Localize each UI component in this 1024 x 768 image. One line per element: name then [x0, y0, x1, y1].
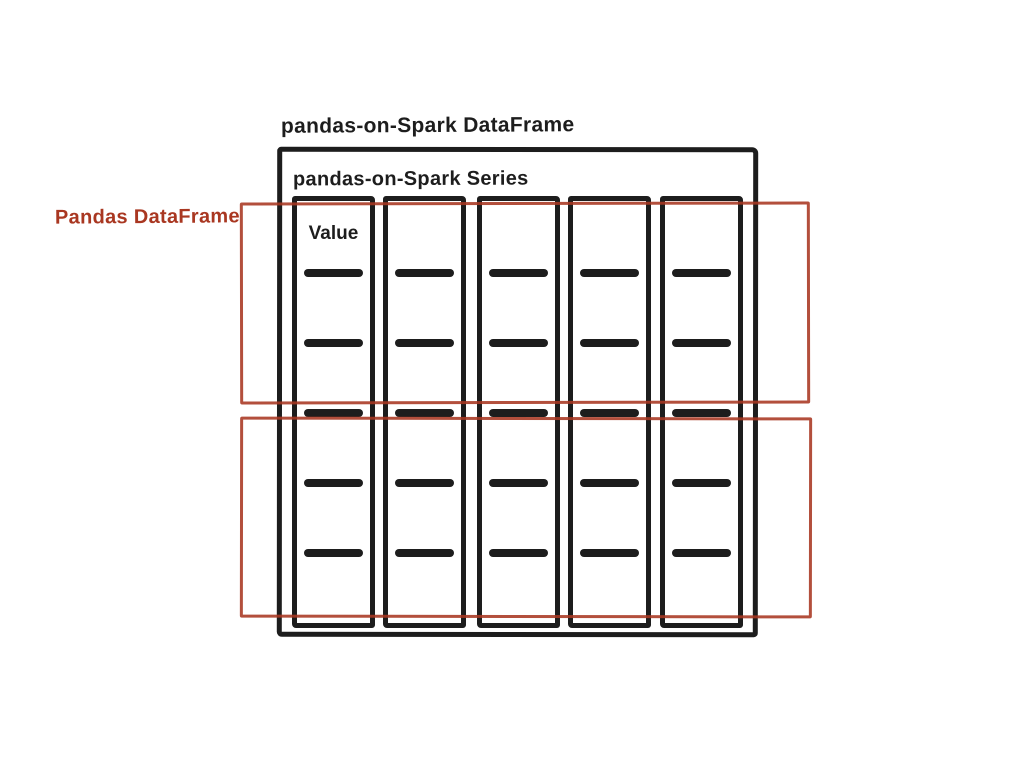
row-dash — [489, 409, 548, 417]
row-dash — [395, 409, 454, 417]
spark-dataframe-title: pandas-on-Spark DataFrame — [280, 113, 575, 138]
pandas-dataframe-overlay-bottom — [240, 417, 812, 619]
row-dash — [580, 409, 639, 417]
row-dash — [672, 409, 731, 417]
series-label: pandas-on-Spark Series — [292, 167, 529, 191]
pandas-dataframe-overlay-top — [240, 202, 810, 405]
value-label: Value — [308, 223, 359, 244]
pandas-dataframe-label: Pandas DataFrame — [54, 205, 240, 229]
